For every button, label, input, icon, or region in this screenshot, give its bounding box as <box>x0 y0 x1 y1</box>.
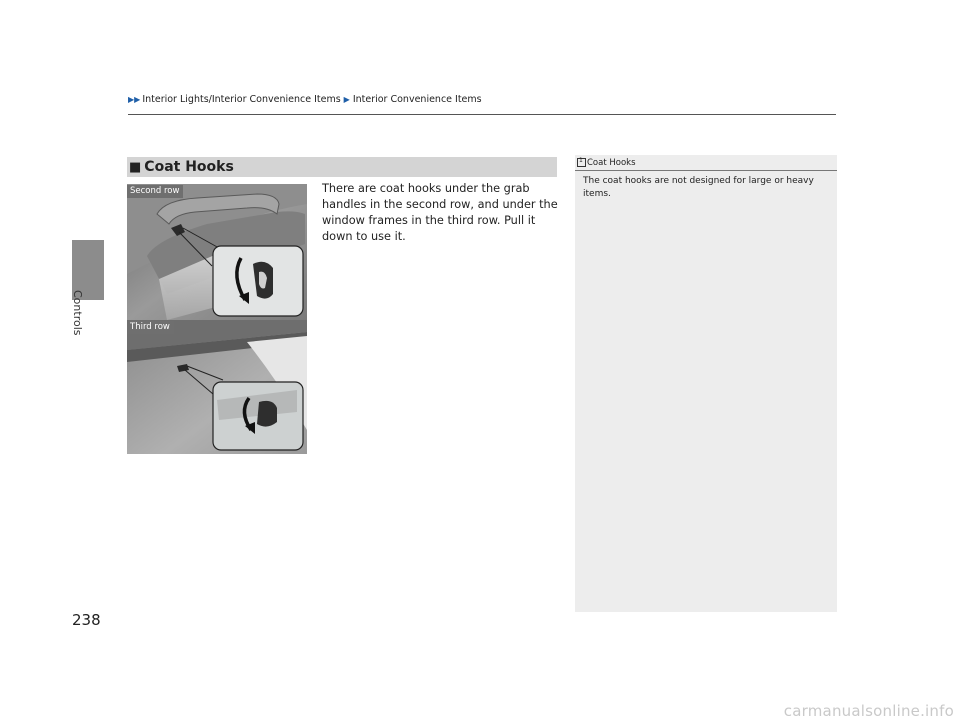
breadcrumb-arrow-icon: ▶▶ <box>128 95 141 104</box>
figure-label: Second row <box>127 185 183 198</box>
note-header <box>575 155 837 171</box>
note-title: Coat Hooks <box>587 157 636 168</box>
sidebar-tab-label[interactable]: Controls <box>71 290 84 336</box>
section-title: Coat Hooks <box>144 159 234 175</box>
breadcrumb-item[interactable]: Interior Lights/Interior Convenience Items <box>142 94 341 105</box>
second-row-hook-illustration <box>127 184 307 320</box>
figure-label: Third row <box>127 321 174 334</box>
breadcrumb-arrow-icon: ▶ <box>343 95 350 104</box>
figure-third-row <box>127 320 307 454</box>
breadcrumb-item[interactable]: Interior Convenience Items <box>352 94 482 105</box>
section-heading <box>127 157 557 177</box>
body-paragraph: There are coat hooks under the grab handles in the second row, and under the window frames in the third row. Pull it down to use it. <box>322 182 558 243</box>
note-reference-icon <box>577 158 586 167</box>
page-number: 238 <box>72 611 101 629</box>
figure-second-row <box>127 184 307 320</box>
square-bullet-icon: ■ <box>129 159 142 175</box>
third-row-hook-illustration <box>127 320 307 454</box>
header-divider <box>128 114 836 115</box>
note-text: The coat hooks are not designed for large or heavy items. <box>583 176 814 199</box>
note-panel <box>575 155 837 612</box>
breadcrumb <box>128 94 482 105</box>
watermark: carmanualsonline.info <box>783 702 954 720</box>
